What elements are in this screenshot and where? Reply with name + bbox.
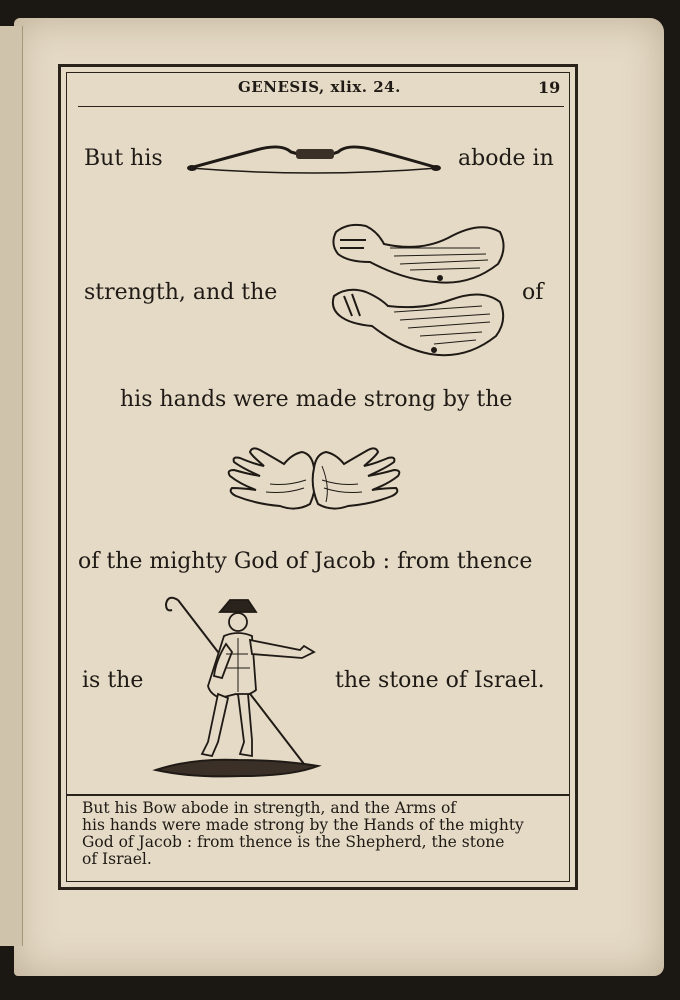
hands-icon <box>226 446 402 516</box>
rebus-line5-right: the stone of Israel. <box>335 668 545 693</box>
rebus-line2-right: of <box>522 280 544 305</box>
caption-rule <box>66 794 570 796</box>
caption-line: his hands were made strong by the Hands of the mighty <box>82 816 524 834</box>
caption-line: But his Bow abode in strength, and the Arms of <box>82 799 457 817</box>
bow-icon <box>186 138 442 178</box>
chapter-reference: GENESIS, xlix. 24. <box>238 78 401 96</box>
rebus-line2-left: strength, and the <box>84 280 278 305</box>
header-rule <box>78 106 564 107</box>
rebus-line4: of the mighty God of Jacob : from thence <box>78 549 533 574</box>
rebus-line1-right: abode in <box>458 146 554 171</box>
caption-line: God of Jacob : from thence is the Shepherd, the stone <box>82 833 505 851</box>
caption-line: of Israel. <box>82 850 152 868</box>
rebus-line1-left: But his <box>84 146 163 171</box>
rebus-line3: his hands were made strong by the <box>120 387 513 412</box>
caption-text <box>82 800 560 868</box>
arms-icon <box>330 218 508 368</box>
page-number: 19 <box>538 78 561 97</box>
rebus-line5-left: is the <box>82 668 144 693</box>
shepherd-icon <box>152 594 322 780</box>
left-page-edge <box>0 26 23 946</box>
